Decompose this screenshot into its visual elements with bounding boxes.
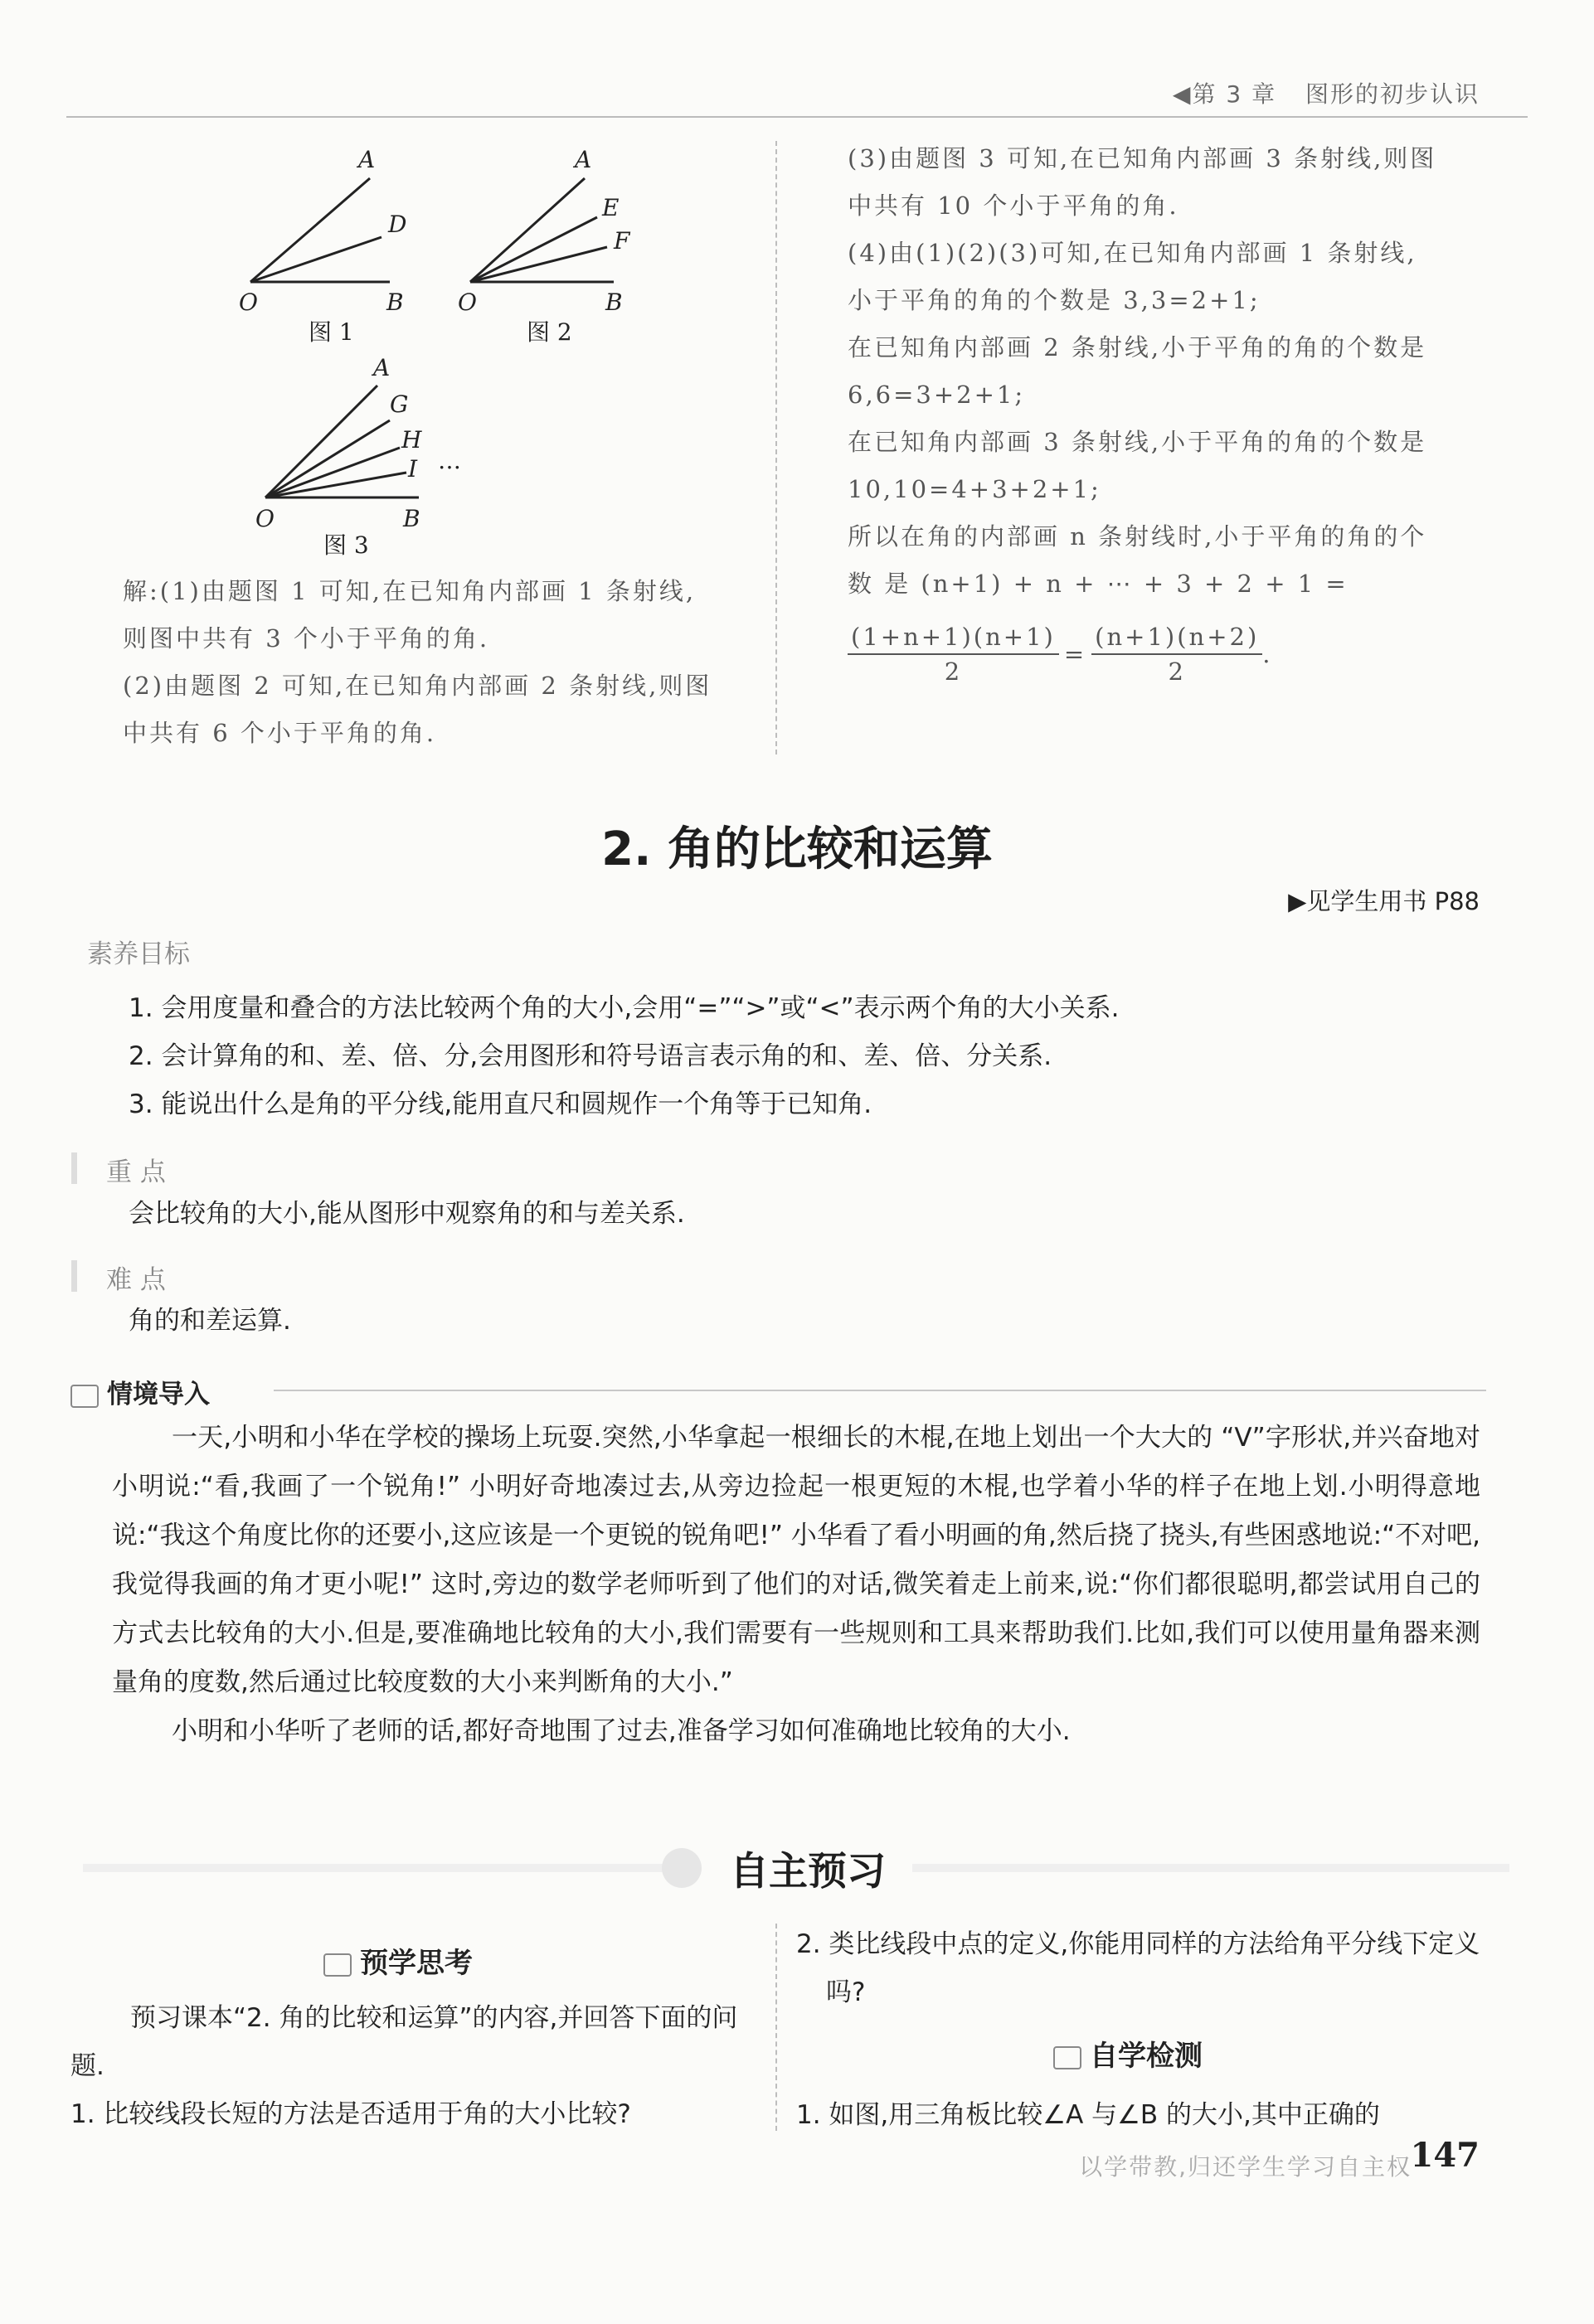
- figure-1: [239, 146, 406, 346]
- solution-right: [848, 135, 1511, 608]
- fraction-1-numerator: (1+n+1)(n+1): [848, 620, 1059, 655]
- fig2-label-b: B: [605, 289, 623, 316]
- goal-item: 3. 能说出什么是角的平分线,能用直尺和圆规作一个角等于已知角.: [129, 1089, 872, 1119]
- fig1-label-d: D: [388, 211, 407, 238]
- self-study-title: 自主预习: [730, 1849, 886, 1895]
- fraction-1-denominator: 2: [944, 657, 963, 686]
- fig3-label-h: H: [401, 426, 422, 454]
- fig3-label-a: A: [373, 354, 391, 381]
- solution-line: 在已知角内部画 3 条射线,小于平角的角的个数是: [848, 428, 1427, 456]
- pre-study-heading: [323, 1940, 473, 1981]
- fraction-2: [1091, 620, 1262, 688]
- difficulty-heading: 难 点: [106, 1265, 166, 1295]
- page-number: 147: [1410, 2136, 1480, 2175]
- fraction-2-numerator: (n+1)(n+2): [1091, 620, 1262, 655]
- notebook-icon: [323, 1953, 352, 1977]
- solution-line: 数 是 (n+1) + n + ⋯ + 3 + 2 + 1 =: [848, 570, 1349, 598]
- student-book-reference: ▶见学生用书 P88: [1288, 887, 1480, 915]
- formula-equals: =: [1063, 640, 1087, 668]
- self-check-heading: [1053, 2033, 1203, 2074]
- situation-heading-label: 情境导入: [107, 1380, 210, 1409]
- header-rule: [66, 116, 1528, 118]
- solution-line: 所以在角的内部画 n 条射线时,小于平角的角的个: [848, 522, 1427, 551]
- fig3-label-o: O: [255, 505, 275, 532]
- fig1-label-a: A: [358, 146, 376, 173]
- goal-item: 1. 会用度量和叠合的方法比较两个角的大小,会用“=”“>”或“<”表示两个角的大小关系.: [129, 993, 1120, 1023]
- fig3-label-i: I: [408, 455, 418, 483]
- solution-line: 解:(1)由题图 1 可知,在已知角内部画 1 条射线,: [123, 577, 697, 605]
- fig2-caption: 图 2: [527, 318, 572, 346]
- fraction-1: [848, 620, 1059, 688]
- figure-3: [241, 352, 506, 568]
- pre-study-intro: 预习课本“2. 角的比较和运算”的内容,并回答下面的问题.: [70, 2003, 738, 2081]
- solution-line: (2)由题图 2 可知,在已知角内部画 2 条射线,则图: [123, 672, 712, 700]
- section-title: 2. 角的比较和运算: [601, 822, 993, 876]
- column-divider-2: [775, 1924, 777, 2131]
- fig3-label-g: G: [390, 391, 409, 418]
- pre-study-heading-label: 预学思考: [360, 1947, 473, 1980]
- solution-line: 中共有 10 个小于平角的角.: [848, 192, 1179, 220]
- solution-line: 6,6=3+2+1;: [848, 381, 1026, 409]
- difficulty-marker: [71, 1260, 77, 1292]
- fig1-label-o: O: [239, 289, 258, 316]
- solution-line: (4)由(1)(2)(3)可知,在已知角内部画 1 条射线,: [848, 239, 1417, 267]
- solution-line: 小于平角的角的个数是 3,3=2+1;: [848, 286, 1261, 314]
- formula-end: .: [1262, 640, 1273, 668]
- goal-item: 2. 会计算角的和、差、倍、分,会用图形和符号语言表示角的和、差、倍、分关系.: [129, 1041, 1052, 1071]
- solution-line: 10,10=4+3+2+1;: [848, 475, 1101, 503]
- situation-heading: [70, 1373, 210, 1410]
- fig3-caption: 图 3: [323, 531, 369, 559]
- fraction-2-denominator: 2: [1168, 657, 1186, 686]
- solution-line: 则图中共有 3 个小于平角的角.: [123, 624, 490, 653]
- difficulty-text: 角的和差运算.: [129, 1306, 291, 1336]
- fig2-label-f: F: [614, 227, 630, 255]
- self-check-heading-label: 自学检测: [1090, 2040, 1203, 2073]
- fig3-label-b: B: [403, 505, 420, 532]
- chapter-header: [1173, 76, 1480, 109]
- checklist-icon: [1053, 2046, 1081, 2069]
- chapter-title: 图形的初步认识: [1305, 80, 1480, 108]
- fig2-label-a: A: [575, 146, 592, 173]
- fig3-ellipsis: …: [438, 447, 461, 474]
- key-point-text: 会比较角的大小,能从图形中观察角的和与差关系.: [129, 1199, 685, 1229]
- goals-list: [129, 984, 1522, 1128]
- column-divider: [775, 141, 777, 754]
- sum-formula: [848, 620, 1273, 688]
- solution-line: 在已知角内部画 2 条射线,小于平角的角的个数是: [848, 333, 1427, 361]
- fig1-caption: 图 1: [309, 318, 354, 346]
- footer-slogan: 以学带教,归还学生学习自主权: [1079, 2153, 1412, 2181]
- key-point-heading: 重 点: [106, 1157, 166, 1187]
- solution-line: (3)由题图 3 可知,在已知角内部画 3 条射线,则图: [848, 144, 1437, 172]
- chapter-number: ◀第 3 章: [1172, 80, 1277, 108]
- fig1-label-b: B: [386, 289, 404, 316]
- situation-body: [112, 1414, 1480, 1756]
- fig2-label-o: O: [458, 289, 477, 316]
- pre-study-question-2: 2. 类比线段中点的定义,你能用同样的方法给角平分线下定义吗?: [796, 1929, 1480, 2007]
- book-icon: [70, 1385, 99, 1408]
- situation-paragraph: 小明和小华听了老师的话,都好奇地围了过去,准备学习如何准确地比较角的大小.: [172, 1716, 1071, 1746]
- solution-line: 中共有 6 个小于平角的角.: [123, 719, 437, 747]
- self-check-question-1: 1. 如图,用三角板比较∠A 与∠B 的大小,其中正确的: [796, 2100, 1380, 2130]
- figure-2: [458, 146, 631, 346]
- situation-rule: [274, 1390, 1486, 1391]
- goals-heading: 素养目标: [87, 939, 190, 969]
- key-point-marker: [71, 1152, 77, 1184]
- situation-paragraph: 一天,小明和小华在学校的操场上玩耍.突然,小华拿起一根细长的木棍,在地上划出一个大大的 “V”字形状,并兴奋地对小明说:“看,我画了一个锐角!” 小明好奇地凑过去,从旁边捡起一根更短的木棍,也学着小华的样子在地上划.小明得意地说:“我这个角度比你的还要小,这应该是一个更锐的锐角吧!” 小华看了看小明画的角,然后挠了挠头,有些困惑地说:“不对吧,我觉得我画的角才更小呢!” 这时,旁边的数学老师听到了他们的对话,微笑着走上前来,说:“你们都很聪明,都尝试用自己的方式去比较角的大小.但是,要准确地比较角的大小,我们需要有一些规则和工具来帮助我们.比如,我们可以使用量角器来测量角的度数,然后通过比较度数的大小来判断角的大小.”: [112, 1423, 1480, 1697]
- solution-left: [123, 568, 761, 757]
- pre-study-question-1: 1. 比较线段长短的方法是否适用于角的大小比较?: [70, 2099, 631, 2129]
- fig2-label-e: E: [602, 194, 620, 221]
